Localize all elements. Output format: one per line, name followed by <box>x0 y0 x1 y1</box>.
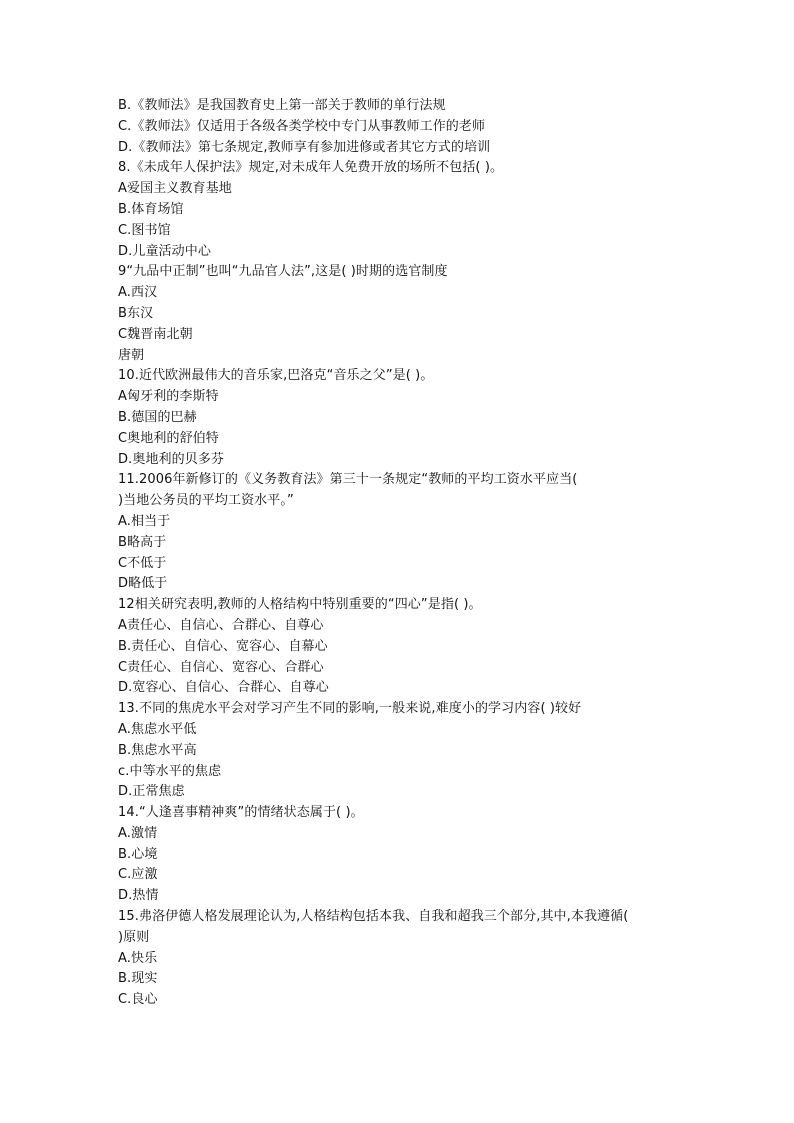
text-line: 14.“人逢喜事精神爽”的情绪状态属于( )。 <box>118 805 364 821</box>
text-line: )当地公务员的平均工资水平。” <box>118 493 294 509</box>
text-line: C奥地利的舒伯特 <box>118 430 219 446</box>
text-line: 9“九品中正制”也叫“九品官人法”,这是( )时期的选官制度 <box>118 264 448 280</box>
text-line: C.应激 <box>118 867 158 883</box>
text-line: D.《教师法》第七条规定,教师享有参加进修或者其它方式的培训 <box>118 139 491 155</box>
text-line: B.焦虑水平高 <box>118 742 197 758</box>
text-line: C责任心、自信心、宽容心、合群心 <box>118 659 324 675</box>
text-line: C.良心 <box>118 992 158 1008</box>
text-line: C魏晋南北朝 <box>118 326 193 342</box>
text-line: D略低于 <box>118 576 168 592</box>
text-line: B.责任心、自信心、宽容心、自幕心 <box>118 638 328 654</box>
text-line: C.《教师法》仅适用于各级各类学校中专门从事教师工作的老师 <box>118 118 486 134</box>
text-line: 11.2006年新修订的《义务教育法》第三十一条规定“教师的平均工资水平应当( <box>118 472 578 488</box>
text-line: D.宽容心、自信心、合群心、自尊心 <box>118 680 329 696</box>
text-line: A.快乐 <box>118 950 158 966</box>
text-line: D.儿童活动中心 <box>118 243 211 259</box>
text-line: D.热情 <box>118 888 159 904</box>
text-line: D.正常焦虑 <box>118 784 185 800</box>
text-line: c.中等水平的焦虑 <box>118 763 222 779</box>
text-line: B.现实 <box>118 971 158 987</box>
text-line: 12相关研究表明,教师的人格结构中特别重要的“四心”是指( )。 <box>118 597 482 613</box>
text-line: B.德国的巴赫 <box>118 409 197 425</box>
text-line: 10.近代欧洲最伟大的音乐家,巴洛克“音乐之父”是( )。 <box>118 368 434 384</box>
text-line: A爱国主义教育基地 <box>118 181 232 197</box>
text-line: A.西汉 <box>118 285 158 301</box>
text-line: 8.《未成年人保护法》规定,对未成年人免费开放的场所不包括( )。 <box>118 160 504 176</box>
text-line: B略高于 <box>118 534 167 550</box>
text-line: D.奥地利的贝多芬 <box>118 451 225 467</box>
text-line: 15.弗洛伊德人格发展理论认为,人格结构包括本我、自我和超我三个部分,其中,本我遵循( <box>118 909 629 925</box>
text-line: 唐朝 <box>118 347 145 363</box>
text-line: B.《教师法》是我国教育史上第一部关于教师的单行法规 <box>118 98 446 113</box>
text-line: B.体育场馆 <box>118 201 184 217</box>
text-line: C.图书馆 <box>118 222 171 238</box>
text-line: 13.不同的焦虎水平会对学习产生不同的影响,一般来说,难度小的学习内容( )较好 <box>118 701 582 717</box>
text-line: )原则 <box>118 929 150 945</box>
text-line: A.相当于 <box>118 513 171 529</box>
text-line: A责任心、自信心、合群心、自尊心 <box>118 617 324 633</box>
text-line: C不低于 <box>118 555 167 571</box>
text-line: B.心境 <box>118 846 158 862</box>
text-line: A.激情 <box>118 825 158 841</box>
document-body <box>118 96 678 1011</box>
text-line: A.焦虑水平低 <box>118 721 197 737</box>
text-line: B东汉 <box>118 305 154 321</box>
text-line: A匈牙利的李斯特 <box>118 389 219 405</box>
